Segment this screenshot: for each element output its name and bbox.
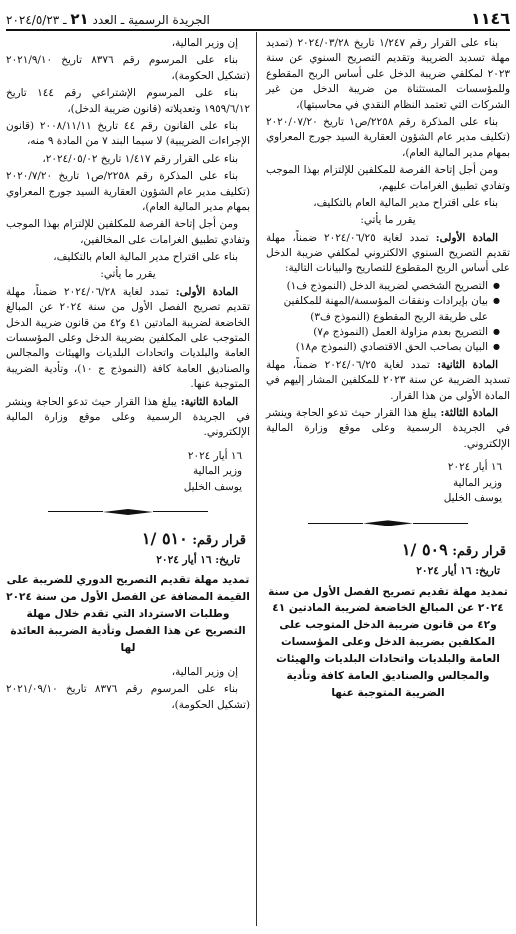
list-item: ● البيان بصاحب الحق الاقتصادي (النموذج م١٨) — [266, 340, 498, 355]
preamble-paragraph: بناء على المرسوم رقم ٨٣٧٦ تاريخ ٢٠٢١/٩/١٠ (تشكيل الحكومة)، — [6, 54, 250, 82]
article-label: المادة الثالثة: — [440, 406, 498, 419]
preamble-paragraph: بناء على القانون رقم ٤٤ تاريخ ٢٠٠٨/١١/١١ (قانون الإجراءات الضريبية) لا سيما البند ٧ من المادة ٩ منه، — [6, 119, 250, 148]
preamble-paragraph: بناء على المذكرة رقم ٢٢٥٨/ص١ تاريخ ٢٠٢٠/٧/٢٠ (تكليف مدير عام الشؤون العقارية السيد جورج المعراوي بمهام مدير المالية العام)، — [6, 170, 250, 213]
article-label: المادة الأولى: — [435, 231, 498, 244]
column-divider — [256, 32, 257, 926]
signature-date: ١٦ أيار ٢٠٢٤ — [187, 449, 242, 462]
header-rule — [6, 29, 510, 31]
issue-number: ٢١ — [70, 10, 89, 28]
article-text: تمدد لغاية ٢٠٢٤/٠٦/٢٨ ضمناً، مهلة تقديم تصريح الفصل الأول من سنة ٢٠٢٤ عن المبالغ الخاضعة لضريبة المادتين ٤١ و٤٢ من قانون ضريبة الدخل المتوجب على المكلفين بضريبة الدخل وعلى المؤسسات العامة والبلديات واتحادات البلديات والهيئات والمجالس والصناديق العامة كافة (النموذج ج ١٠)، وتأدية الضريبة المتوجبة عنها. — [6, 285, 251, 391]
preamble-paragraph: بناء على اقتراح مدير المالية العام بالتكليف، — [53, 251, 238, 264]
article-1 — [6, 285, 250, 393]
preamble-paragraph: ومن أجل إتاحة الفرصة للمكلفين للإلتزام بهذا الموجب وتفادي تطبيق الغرامات عليهم، — [266, 164, 510, 192]
signature-title: وزير المالية — [452, 476, 502, 489]
decision-label: قرار رقم: — [192, 532, 246, 548]
decision-date: تاريخ: ١٦ أيار ٢٠٢٤ — [416, 565, 500, 577]
running-title: الجريدة الرسمية ـ العدد — [92, 13, 210, 27]
list-item: ● التصريح بعدم مزاولة العمل (النموذج م٧) — [266, 325, 498, 340]
article-text: تمدد لغاية ٢٠٢٤/٠٦/٢٥ ضمناً، مهلة تسديد الضريبة عن سنة ٢٠٢٣ للمكلفين المشار إليهم في المادة الأولى من هذا القرار. — [266, 358, 511, 402]
preamble-paragraph: بناء على القرار رقم ١/٤١٧ تاريخ ٢٠٢٤/٠٥/٠٢، — [42, 152, 238, 165]
article-text: يبلغ هذا القرار حيث تدعو الحاجة وينشر في الجريدة الرسمية وعلى موقع وزارة المالية الإلكتروني. — [266, 406, 510, 450]
preamble-paragraph: بناء على اقتراح مدير المالية العام بالتكليف، — [313, 196, 498, 209]
decision-label: قرار رقم: — [452, 544, 506, 560]
left-column — [6, 36, 250, 715]
signature-block — [266, 460, 510, 506]
running-header — [6, 10, 210, 28]
signature-date: ١٦ أيار ٢٠٢٤ — [447, 461, 502, 474]
article-3 — [266, 406, 510, 452]
list-item: ● بيان بإيرادات ونفقات المؤسسة/المهنة للمكلفين على طريقة الربح المقطوع (النموذج ف٣) — [266, 294, 498, 325]
right-column — [266, 36, 510, 704]
signature-name: يوسف الخليل — [183, 480, 242, 493]
article-text: يبلغ هذا القرار حيث تدعو الحاجة وينشر في الجريدة الرسمية وعلى موقع وزارة المالية الإلكتروني. — [6, 395, 250, 439]
article-1 — [266, 231, 510, 277]
forms-list — [266, 279, 510, 356]
page-number: ١١٤٦ — [470, 9, 510, 28]
decision-title: تمديد مهلة تقديم تصريح الفصل الأول من سنة ٢٠٢٤ عن المبالغ الخاضعة لضريبة المادتين ٤١ و٤٢ من قانون ضريبة الدخل المتوجب على المكلفين بضريبة الدخل وعلى المؤسسات العامة والبلديات واتحادات البلديات والهيئات والمجالس والصناديق العامة كافة وتأدية الضريبة المتوجبة عنها — [268, 585, 508, 700]
article-label: المادة الثانية: — [180, 395, 238, 408]
decision-date: تاريخ: ١٦ أيار ٢٠٢٤ — [156, 553, 240, 566]
preamble-paragraph: إن وزير المالية، — [171, 37, 238, 49]
article-2 — [6, 395, 250, 441]
decision-number-value: ٥١٠ /١ — [141, 528, 188, 548]
decision-title: تمديد مهلة تقديم التصريح الدوري للضريبة على القيمة المضافة عن الفصل الأول من سنة ٢٠٢٤ وطلبات الاسترداد التي تقدم خلال مهلة التصريح عن هذا الفصل وتأدية الضريبة العائدة لها — [6, 574, 250, 654]
signature-block — [6, 449, 250, 495]
decision-number — [266, 538, 510, 562]
preamble-paragraph: بناء على المرسوم الإشتراعي رقم ١٤٤ تاريخ ١٩٥٩/٦/١٢ وتعديلاته (قانون ضريبة الدخل)، — [6, 87, 250, 115]
preamble-paragraph: بناء على المرسوم رقم ٨٣٧٦ تاريخ ٢٠٢١/٠٩/١٠ (تشكيل الحكومة)، — [6, 683, 250, 711]
signature-name: يوسف الخليل — [443, 491, 502, 504]
article-label: المادة الأولى: — [175, 285, 238, 298]
article-text: تمدد لغاية ٢٠٢٤/٠٦/٢٥ ضمناً، مهلة تقديم التصريح السنوي الالكتروني لمكلفي ضريبة الدخل على أساس الربح المقطوع للتصاريح والبيانات التالية: — [266, 231, 510, 275]
preamble-paragraph: بناء على المذكرة رقم ٢٢٥٨/ص١ تاريخ ٢٠٢٠/٠٧/٢٠ (تكليف مدير عام الشؤون العقارية السيد جورج المعراوي بمهام مدير المالية العام)، — [266, 115, 510, 159]
decides-heading: يقرر ما يأتي: — [100, 268, 156, 281]
decision-number — [6, 527, 250, 551]
preamble-paragraph: إن وزير المالية، — [171, 665, 238, 678]
issue-date: ـ ٢٠٢٤/٥/٢٣ — [6, 13, 67, 27]
section-divider — [6, 509, 250, 515]
decides-heading: يقرر ما يأتي: — [360, 214, 416, 227]
signature-title: وزير المالية — [192, 465, 242, 478]
page-header — [6, 6, 510, 28]
decision-number-value: ٥٠٩ /١ — [401, 540, 448, 560]
section-divider — [266, 520, 510, 526]
list-item: ● التصريح الشخصي لضريبة الدخل (النموذج ف١) — [266, 279, 498, 294]
article-label: المادة الثانية: — [437, 358, 498, 371]
article-2 — [266, 358, 510, 404]
preamble-paragraph: بناء على القرار رقم ١/٢٤٧ تاريخ ٢٠٢٤/٠٣/٢٨ (تمديد مهلة تسديد الضريبة وتقديم التصريح السنوي عن سنة ٢٠٢٣ لمكلفي ضريبة الدخل على أساس الربح المقطوع وللمؤسسات المستثناة من ضريبة الدخل من غير الشركات التي تعتمد النظام النقدي في محاسبتها)، — [266, 37, 510, 111]
preamble-paragraph: ومن أجل إتاحة الفرصة للمكلفين للإلتزام بهذا الموجب وتفادي تطبيق الغرامات على المخالفين، — [6, 218, 250, 246]
